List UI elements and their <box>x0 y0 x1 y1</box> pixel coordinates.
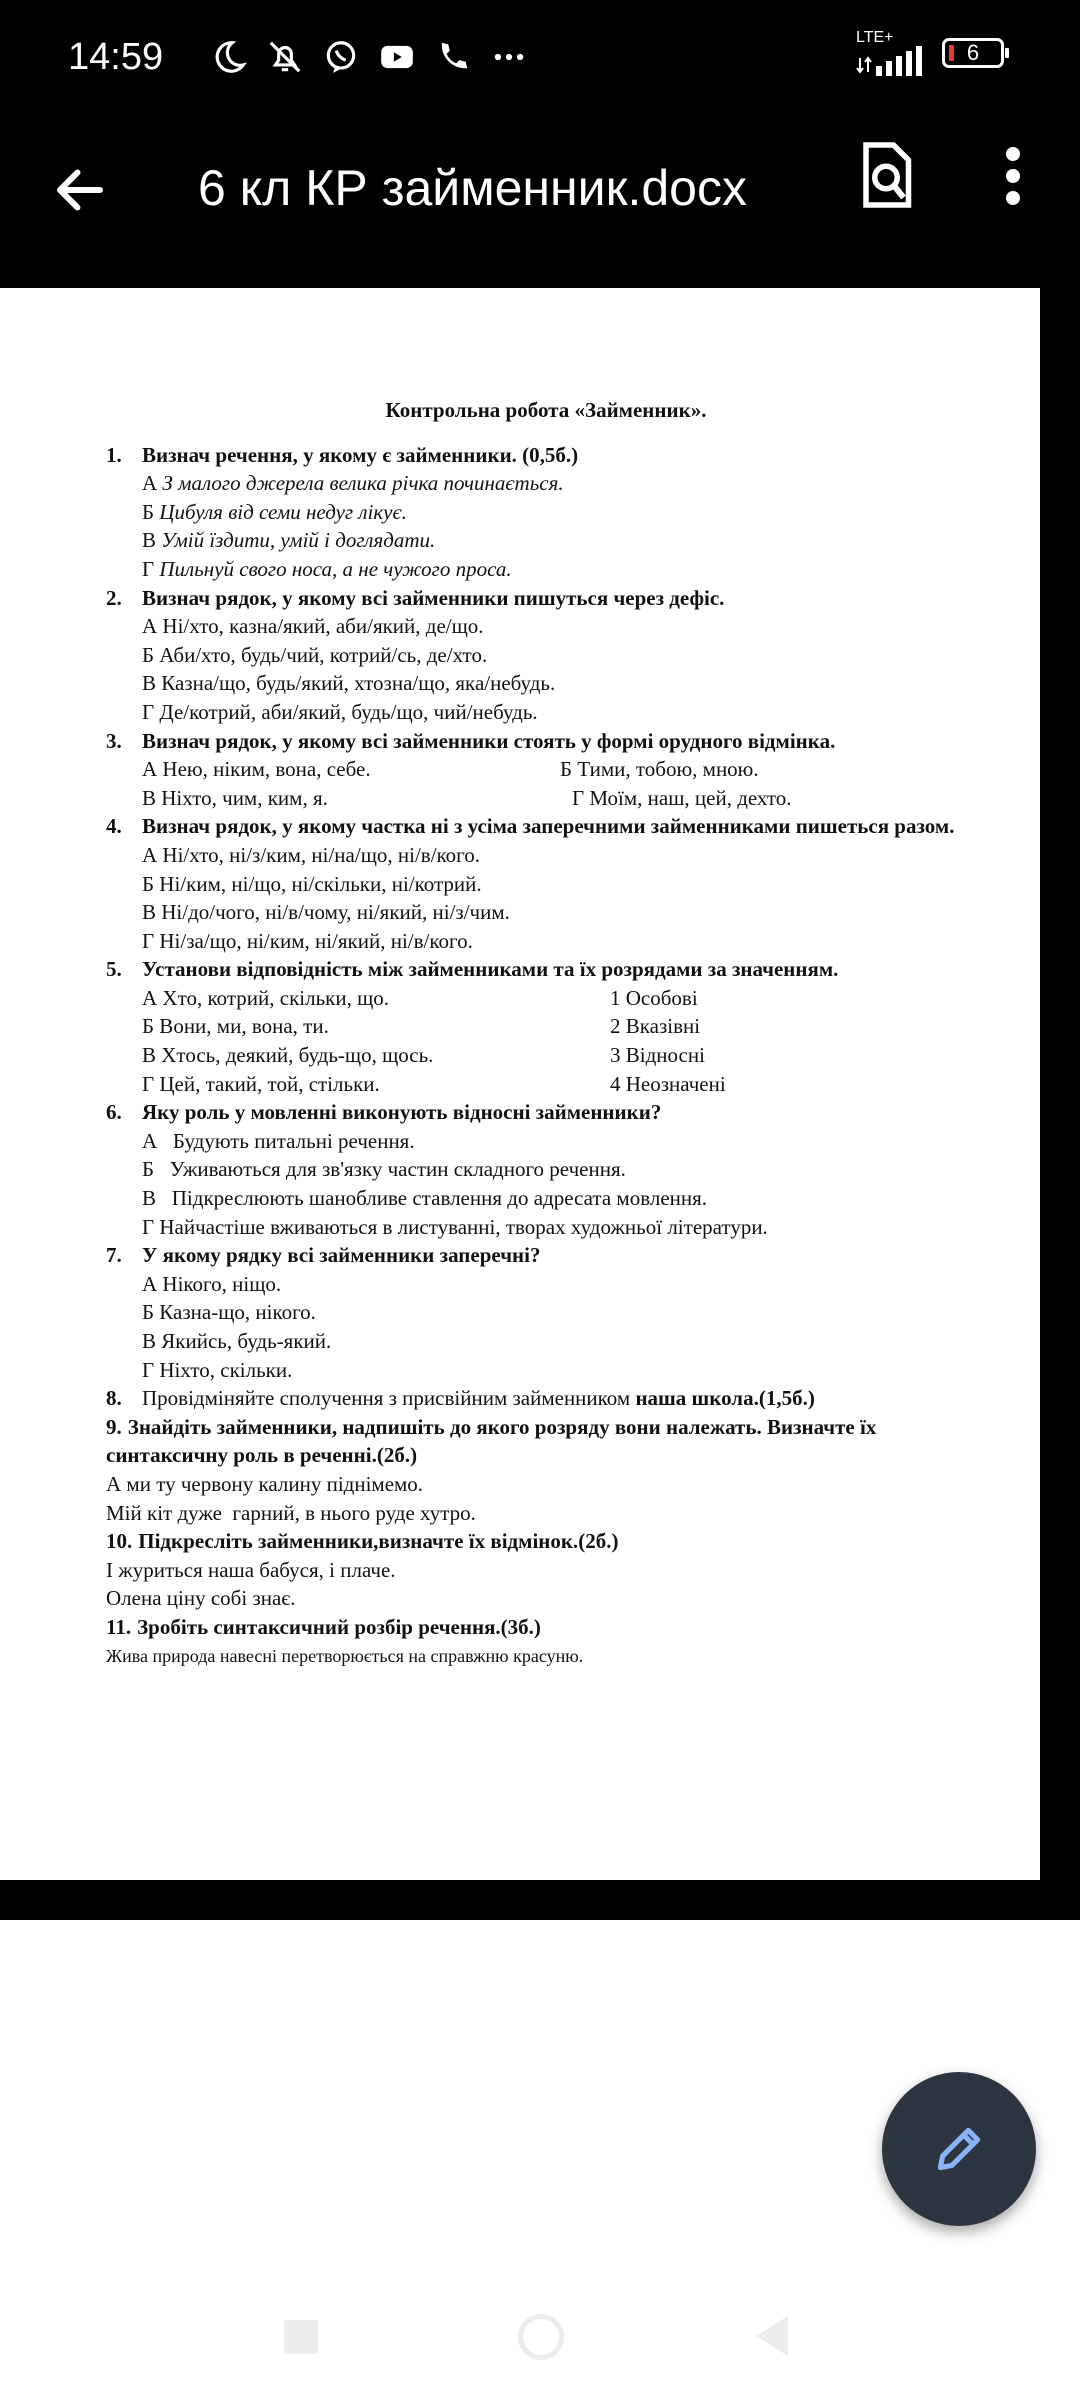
q5-row-1: А Хто, котрий, скільки, що. 1 Особові <box>142 985 698 1010</box>
document-content <box>106 396 966 1670</box>
question-8: 8. Провідміняйте сполучення з присвійним займенником наша школа.(1,5б.) <box>106 1386 815 1411</box>
youtube-icon <box>378 38 416 76</box>
question-1: 1. Визнач речення, у якому є займенники. (0,5б.) <box>106 442 579 467</box>
question-4: 4. Визнач рядок, у якому частка ні з усіма заперечними займенниками пишеться разом. <box>106 814 955 839</box>
q1-option-c: В Умій їздити, умій і доглядати. <box>142 528 436 553</box>
signal-icon <box>856 30 926 76</box>
pencil-edit-icon <box>931 2121 987 2177</box>
navigation-bar <box>0 2300 1080 2380</box>
q5-row-2: Б Вони, ми, вона, ти. 2 Вказівні <box>142 1014 701 1039</box>
q4-option-b: Б Ні/ким, ні/що, ні/скільки, ні/котрий. <box>142 871 482 896</box>
question-10: 10. Підкресліть займенники,визначте їх відмінок.(2б.) <box>106 1529 619 1554</box>
status-time: 14:59 <box>68 36 164 78</box>
app-bar <box>0 120 1080 290</box>
q7-option-c: В Якийсь, будь-який. <box>142 1329 332 1353</box>
q4-option-d: Г Ні/за/що, ні/ким, ні/який, ні/в/кого. <box>142 928 473 953</box>
q6-option-c: В Підкреслюють шанобливе ставлення до адресата мовлення. <box>142 1186 708 1211</box>
question-6: 6. Яку роль у мовленні виконують відносні займенники? <box>106 1100 662 1125</box>
question-11: 11. Зробіть синтаксичний розбір речення.(3б.) <box>106 1614 541 1639</box>
question-2: 2. Визнач рядок, у якому всі займенники пишуться через дефіс. <box>106 585 725 610</box>
q2-option-d: Г Де/котрий, аби/який, будь/що, чий/небудь. <box>142 699 538 724</box>
edit-fab-button[interactable] <box>882 2072 1036 2226</box>
bell-off-icon <box>266 38 304 76</box>
question-7: 7. У якому рядку всі займенники заперечні? <box>106 1243 541 1268</box>
q2-option-b: Б Аби/хто, будь/чий, котрий/сь, де/хто. <box>142 642 488 667</box>
back-nav-icon[interactable] <box>756 2316 788 2356</box>
q9-line-1: А ми ту червону калину піднімемо. <box>106 1471 424 1496</box>
q11-line: Жива природа навесні перетворюється на справжню красуню. <box>106 1645 584 1666</box>
phone-icon <box>434 38 472 76</box>
more-notifications-icon <box>490 38 528 76</box>
document-title: 6 кл КР займенник.docx <box>198 160 747 216</box>
q5-row-4: Г Цей, такий, той, стільки. 4 Неозначені <box>142 1071 726 1096</box>
q1-option-a: А З малого джерела велика річка починається. <box>142 471 564 496</box>
q7-option-b: Б Казна-що, нікого. <box>142 1300 316 1325</box>
recents-nav-icon[interactable] <box>284 2320 318 2354</box>
q5-row-3: В Хтось, деякий, будь-що, щось. 3 Відносні <box>142 1043 705 1068</box>
question-5: 5. Установи відповідність між займенниками та їх розрядами за значенням. <box>106 957 839 982</box>
q6-option-b: Б Уживаються для зв'язку частин складного речення. <box>142 1157 626 1182</box>
signal-bars-icon <box>856 46 926 76</box>
doc-heading: Контрольна робота «Займенник». <box>385 398 707 422</box>
q7-option-d: Г Ніхто, скільки. <box>142 1357 293 1382</box>
question-3: 3. Визнач рядок, у якому всі займенники стоять у формі орудного відмінка. <box>106 728 836 753</box>
more-vert-icon[interactable] <box>998 146 1028 206</box>
q2-option-c: В Казна/що, будь/який, хтозна/що, яка/небудь. <box>142 671 556 696</box>
home-nav-icon[interactable] <box>518 2314 564 2360</box>
q10-line-2: Олена ціну собі знає. <box>106 1586 296 1611</box>
page-separator <box>0 1880 1080 1920</box>
status-right <box>856 30 1004 76</box>
viber-icon <box>322 38 360 76</box>
q6-option-a: А Будують питальні речення. <box>142 1128 415 1153</box>
status-bar <box>0 0 1080 120</box>
arrow-left-icon[interactable] <box>50 160 110 220</box>
battery-icon <box>942 38 1004 68</box>
q6-option-d: Г Найчастіше вживаються в листуванні, творах художньої літератури. <box>142 1214 768 1239</box>
battery-level: 6 <box>966 40 980 65</box>
search-document-icon[interactable] <box>856 140 916 210</box>
q9-line-2: Мій кіт дуже гарний, в нього руде хутро. <box>106 1500 476 1525</box>
q4-option-c: В Ні/до/чого, ні/в/чому, ні/який, ні/з/чим. <box>142 900 510 925</box>
q3-row-2: В Ніхто, чим, ким, я. Г Моїм, наш, цей, дехто. <box>142 785 792 810</box>
q2-option-a: А Ні/хто, казна/який, аби/який, де/що. <box>142 614 484 639</box>
moon-icon <box>210 38 248 76</box>
q1-option-d: Г Пильнуй свого носа, а не чужого проса. <box>142 556 512 581</box>
network-type: LTE+ <box>856 29 894 46</box>
q1-option-b: Б Цибуля від семи недуг лікує. <box>142 499 407 524</box>
q10-line-1: І журиться наша бабуся, і плаче. <box>106 1557 396 1582</box>
status-notification-icons <box>210 38 528 76</box>
q3-row-1: А Нею, ніким, вона, себе. Б Тими, тобою, мною. <box>142 757 759 782</box>
q4-option-a: А Ні/хто, ні/з/ким, ні/на/що, ні/в/кого. <box>142 842 480 867</box>
question-9: 9. Знайдіть займенники, надпишіть до якого розряду вони належать. Визначте їх синтаксичну роль в реченні.(2б.) <box>106 1414 877 1468</box>
q7-option-a: А Нікого, ніщо. <box>142 1271 282 1296</box>
document-page[interactable] <box>0 288 1040 1880</box>
